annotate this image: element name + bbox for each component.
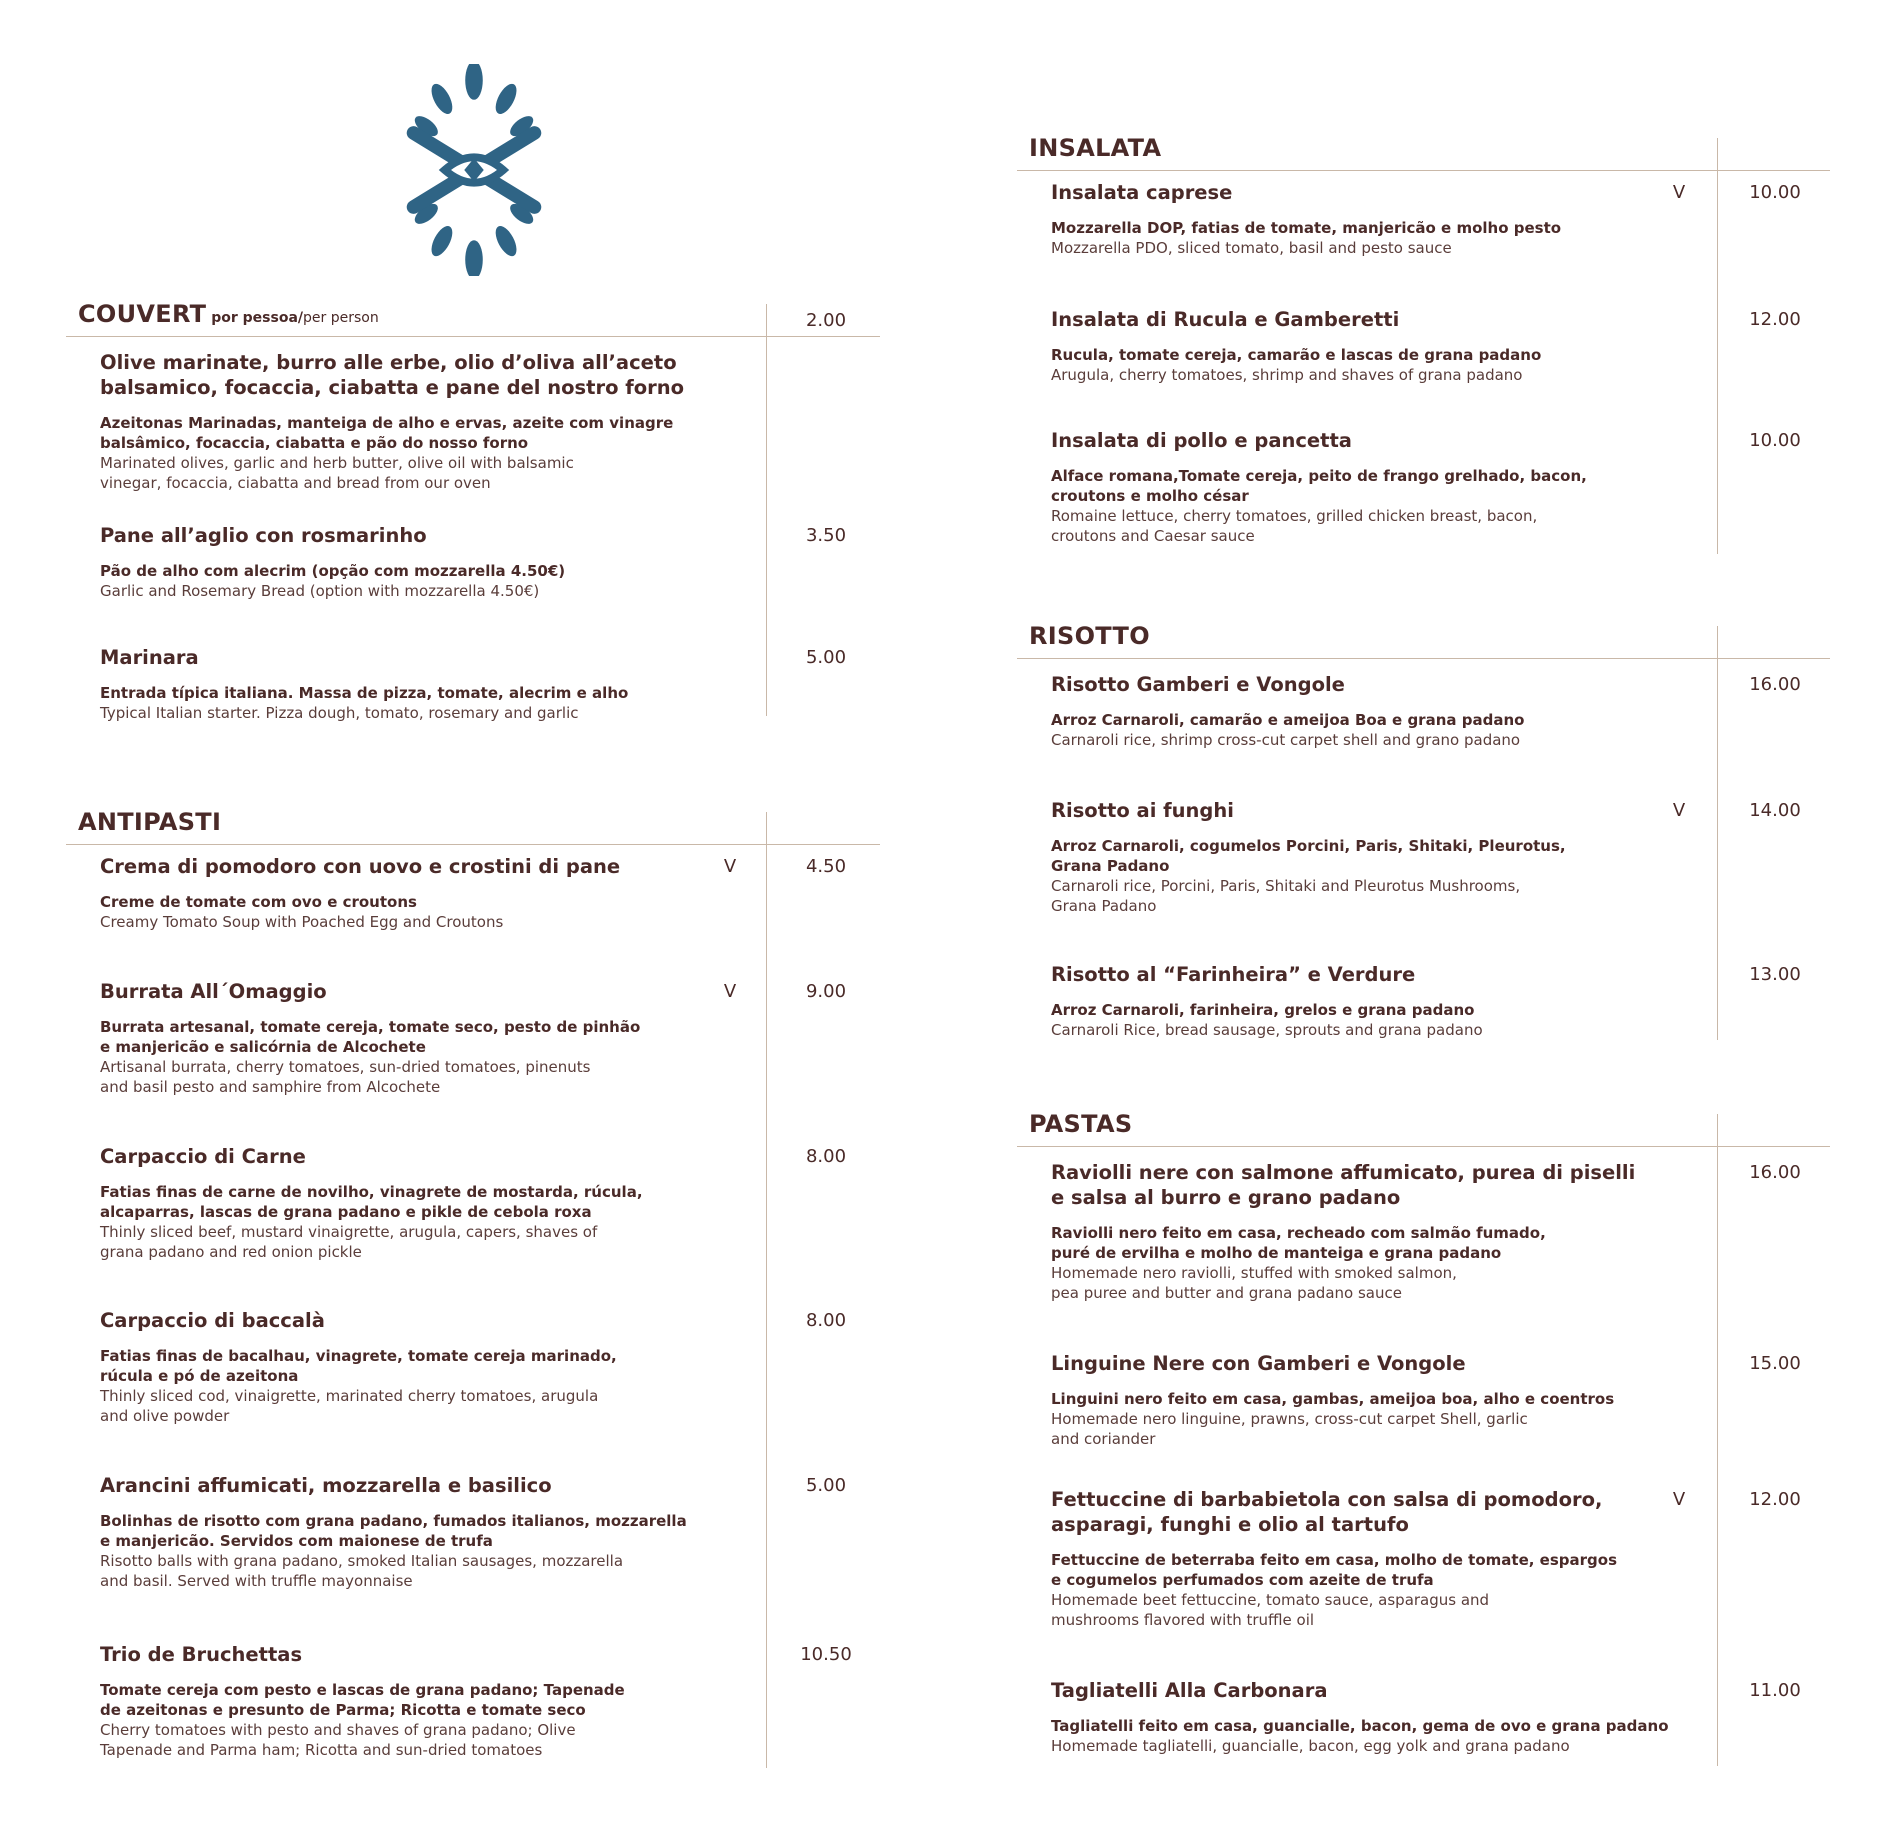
menu-item [100,1473,730,1591]
subtitle-en: per person [303,310,379,326]
item-description-en: Arugula, cherry tomatoes, shrimp and shaves of grana padano [1051,366,1523,384]
item-description-en: Cherry tomatoes with pesto and shaves of grana padano; Olive Tapenade and Parma ham; Ricotta and sun-dried tomatoes [100,1721,576,1759]
menu-item [1051,307,1681,385]
section-subtitle [206,310,378,326]
section-divider [1017,1146,1830,1147]
sun-eye-emblem-icon [396,64,552,276]
item-description-en: Thinly sliced beef, mustard vinaigrette, arugula, capers, shaves of grana padano and red onion pickle [100,1223,598,1261]
item-price: 10.00 [1749,182,1801,203]
vegetarian-mark: V [1672,800,1686,821]
item-name: Insalata caprese [1051,181,1233,204]
menu-item [100,645,730,723]
item-price: 5.00 [805,1475,847,1496]
menu-item [1051,1351,1681,1449]
item-price: 10.00 [1749,430,1801,451]
item-description-pt: Raviolli nero feito em casa, recheado com salmão fumado, puré de ervilha e molho de manteiga e grana padano [1051,1224,1546,1262]
logo-ray-5 [465,240,483,276]
price-column-divider [1717,626,1718,1040]
menu-item [1051,1678,1681,1756]
item-description-pt: Linguini nero feito em casa, gambas, ameijoa boa, alho e coentros [1051,1390,1615,1408]
section-title [1029,134,1161,162]
item-description-en: Homemade nero linguine, prawns, cross-cut carpet Shell, garlic and coriander [1051,1410,1528,1448]
menu-item [100,523,730,601]
item-description-pt: Fatias finas de carne de novilho, vinagrete de mostarda, rúcula, alcaparras, lascas de grana padano e pikle de cebola roxa [100,1183,643,1221]
item-name: Insalata di pollo e pancetta [1051,429,1352,452]
menu-item [1051,672,1681,750]
section-title-text: INSALATA [1029,134,1162,162]
item-price: 12.00 [1749,1489,1801,1510]
vegetarian-mark: V [723,981,737,1002]
section-title [1029,1110,1132,1138]
item-name: Burrata All´Omaggio [100,980,327,1003]
item-name: Olive marinate, burro alle erbe, olio d’oliva all’aceto balsamico, focaccia, ciabatta e pane del nostro forno [100,351,685,399]
item-price: 10.50 [800,1644,852,1665]
section-divider [1017,658,1830,659]
menu-item [1051,180,1681,258]
item-name: Raviolli nere con salmone affumicato, purea di piselli e salsa al burro e grano padano [1051,1161,1636,1209]
item-description-pt: Arroz Carnaroli, camarão e ameijoa Boa e grana padano [1051,711,1525,729]
item-price: 16.00 [1749,1162,1801,1183]
item-description-pt: Tomate cereja com pesto e lascas de grana padano; Tapenade de azeitonas e presunto de Parma; Ricotta e tomate seco [100,1681,625,1719]
item-description-pt: Creme de tomate com ovo e croutons [100,893,417,911]
item-description-pt: Mozzarella DOP, fatias de tomate, manjericão e molho pesto [1051,219,1562,237]
item-description-pt: Bolinhas de risotto com grana padano, fumados italianos, mozzarella e manjericão. Servidos com maionese de trufa [100,1512,687,1550]
menu-item [1051,798,1681,916]
item-description-en: Romaine lettuce, cherry tomatoes, grilled chicken breast, bacon, croutons and Caesar sauce [1051,507,1538,545]
menu-item [1051,1160,1681,1303]
logo-ray-0 [465,64,483,100]
item-name: Trio de Bruchettas [100,1643,303,1666]
menu-item [100,1642,730,1760]
item-description-en: Carnaroli rice, Porcini, Paris, Shitaki and Pleurotus Mushrooms, Grana Padano [1051,877,1521,915]
item-name: Risotto Gamberi e Vongole [1051,673,1345,696]
section-title-text: PASTAS [1029,1110,1133,1138]
item-price: 12.00 [1749,309,1801,330]
item-price: 13.00 [1749,964,1801,985]
item-name: Risotto al “Farinheira” e Verdure [1051,963,1416,986]
item-description-en: Carnaroli Rice, bread sausage, sprouts and grana padano [1051,1021,1483,1039]
subtitle-sep: / [297,310,304,326]
logo-ray-2 [427,81,456,118]
subtitle-pt: por pessoa [211,310,298,326]
section-title-text: ANTIPASTI [78,808,222,836]
menu-item [100,1144,730,1262]
item-description-pt: Burrata artesanal, tomate cereja, tomate seco, pesto de pinhão e manjericão e salicórnia de Alcochete [100,1018,641,1056]
item-price: 5.00 [805,647,847,668]
logo-ray-6 [491,223,520,260]
item-description-en: Artisanal burrata, cherry tomatoes, sun-dried tomatoes, pinenuts and basil pesto and samphire from Alcochete [100,1058,591,1096]
price-column-divider [766,812,767,1768]
section-title [1029,622,1150,650]
menu-item [100,1308,730,1426]
vegetarian-mark: V [723,856,737,877]
item-description-en: Typical Italian starter. Pizza dough, tomato, rosemary and garlic [100,704,579,722]
item-description-en: Homemade nero raviolli, stuffed with smoked salmon, pea puree and butter and grana padano sauce [1051,1264,1457,1302]
item-description-pt: Arroz Carnaroli, cogumelos Porcini, Paris, Shitaki, Pleurotus, Grana Padano [1051,837,1566,875]
item-description-en: Homemade tagliatelli, guancialle, bacon, egg yolk and grana padano [1051,1737,1570,1755]
menu-item [1051,428,1681,546]
item-description-en: Homemade beet fettuccine, tomato sauce, asparagus and mushrooms flavored with truffle oil [1051,1591,1490,1629]
item-name: Marinara [100,646,199,669]
item-price: 4.50 [805,856,847,877]
item-description-pt: Alface romana,Tomate cereja, peito de frango grelhado, bacon, croutons e molho césar [1051,467,1587,505]
item-description-pt: Rucula, tomate cereja, camarão e lascas de grana padano [1051,346,1542,364]
vegetarian-mark: V [1672,1489,1686,1510]
item-name: Carpaccio di baccalà [100,1309,325,1332]
section-risotto [1017,622,1830,1046]
menu-item [1051,1487,1681,1630]
vegetarian-mark: V [1672,182,1686,203]
item-price: 3.50 [805,525,847,546]
menu-item [100,854,730,932]
item-description-pt: Tagliatelli feito em casa, guancialle, bacon, gema de ovo e grana padano [1051,1717,1669,1735]
item-description-pt: Fettuccine de beterraba feito em casa, molho de tomate, espargos e cogumelos perfumados com azeite de trufa [1051,1551,1618,1589]
item-price: 8.00 [805,1310,847,1331]
section-title-text: RISOTTO [1029,622,1150,650]
section-price: 2.00 [805,310,847,331]
item-description-en: Thinly sliced cod, vinaigrette, marinated cherry tomatoes, arugula and olive powder [100,1387,599,1425]
item-description-en: Garlic and Rosemary Bread (option with mozzarella 4.50€) [100,582,540,600]
section-pastas [1017,1110,1830,1772]
menu-item [1051,962,1681,1040]
item-price: 8.00 [805,1146,847,1167]
item-description-en: Creamy Tomato Soup with Poached Egg and Croutons [100,913,504,931]
section-title [78,808,221,836]
section-divider [66,844,880,845]
item-description-pt: Fatias finas de bacalhau, vinagrete, tomate cereja marinado, rúcula e pó de azeitona [100,1347,617,1385]
item-description-en: Marinated olives, garlic and herb butter, olive oil with balsamic vinegar, focaccia, ciabatta and bread from our oven [100,454,574,492]
item-name: Linguine Nere con Gamberi e Vongole [1051,1352,1466,1375]
section-title-text: COUVERT [78,300,207,328]
item-description-pt: Arroz Carnaroli, farinheira, grelos e grana padano [1051,1001,1475,1019]
item-name: Tagliatelli Alla Carbonara [1051,1679,1328,1702]
item-price: 14.00 [1749,800,1801,821]
price-column-divider [1717,138,1718,554]
item-name: Crema di pomodoro con uovo e crostini di pane [100,855,621,878]
logo-ray-1 [491,81,520,118]
menu-item [100,979,730,1097]
section-divider [1017,170,1830,171]
section-antipasti [66,808,880,1774]
item-price: 16.00 [1749,674,1801,695]
item-description-en: Mozzarella PDO, sliced tomato, basil and pesto sauce [1051,239,1452,257]
item-name: Arancini affumicati, mozzarella e basilico [100,1474,552,1497]
item-description-pt: Entrada típica italiana. Massa de pizza, tomate, alecrim e alho [100,684,629,702]
price-column-divider [1717,1114,1718,1766]
menu-item [100,350,730,493]
section-couvert [66,300,880,722]
item-price: 9.00 [805,981,847,1002]
item-description-pt: Azeitonas Marinadas, manteiga de alho e ervas, azeite com vinagre balsâmico, focaccia, ciabatta e pão do nosso forno [100,414,674,452]
item-description-en: Carnaroli rice, shrimp cross-cut carpet shell and grano padano [1051,731,1521,749]
item-description-pt: Pão de alho com alecrim (opção com mozzarella 4.50€) [100,562,566,580]
item-price: 15.00 [1749,1353,1801,1374]
section-insalata [1017,134,1830,560]
price-column-divider [766,304,767,716]
logo-ray-7 [427,223,456,260]
item-description-en: Risotto balls with grana padano, smoked Italian sausages, mozzarella and basil. Served with truffle mayonnaise [100,1552,624,1590]
section-title [78,300,379,332]
item-name: Risotto ai funghi [1051,799,1234,822]
item-name: Insalata di Rucula e Gamberetti [1051,308,1400,331]
item-name: Pane all’aglio con rosmarinho [100,524,427,547]
item-price: 11.00 [1749,1680,1801,1701]
item-name: Carpaccio di Carne [100,1145,306,1168]
section-divider [66,336,880,337]
item-name: Fettuccine di barbabietola con salsa di pomodoro, asparagi, funghi e olio al tartufo [1051,1488,1603,1536]
